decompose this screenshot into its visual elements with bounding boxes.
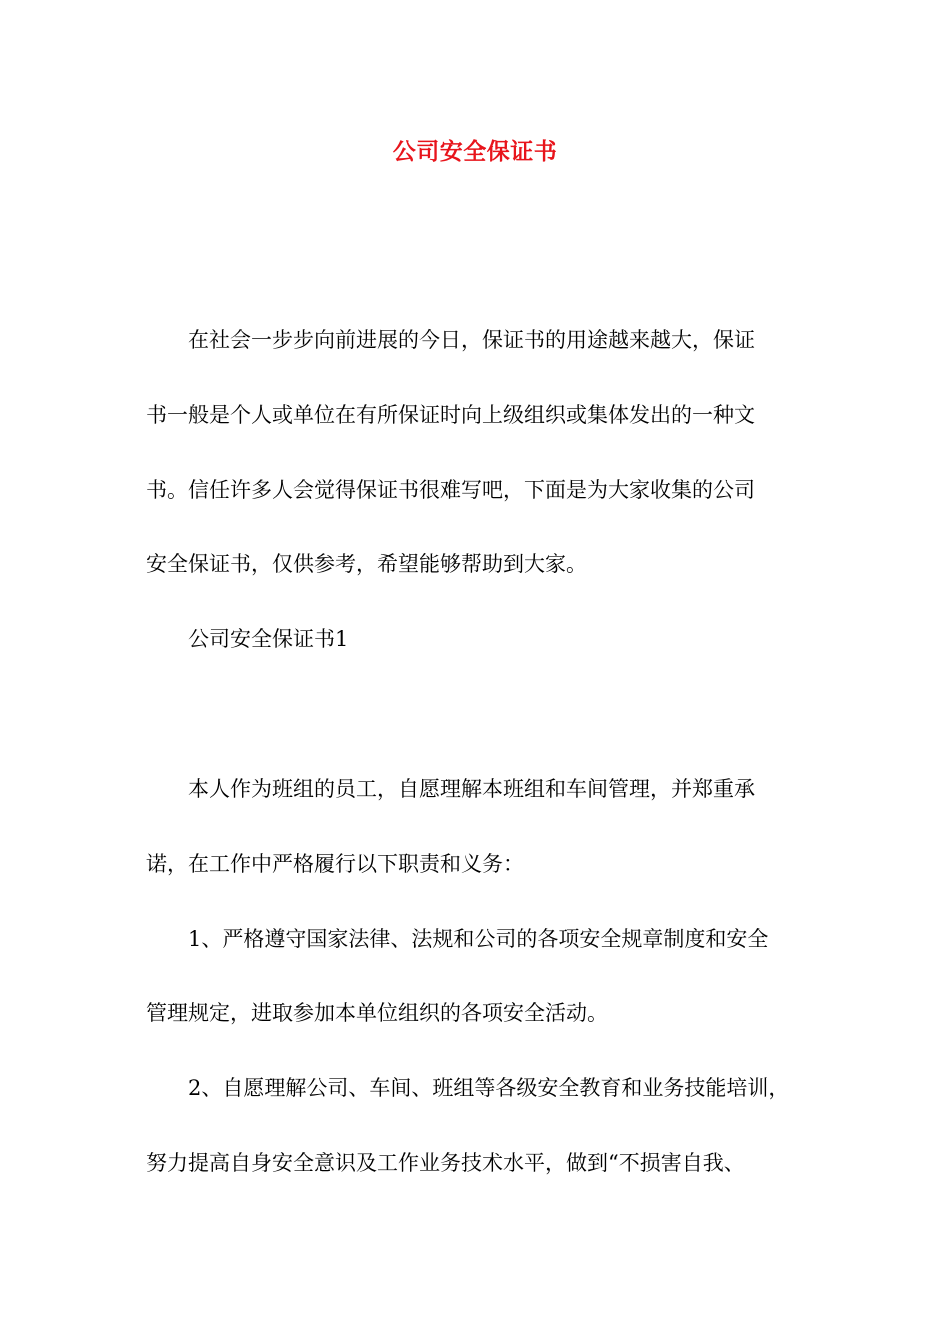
intro-line-3: 书。信任许多人会觉得保证书很难写吧，下面是为大家收集的公司 bbox=[146, 478, 755, 502]
body-line-1: 本人作为班组的员工，自愿理解本班组和车间管理，并郑重承 bbox=[146, 777, 755, 801]
item-1-line-1: 1、严格遵守国家法律、法规和公司的各项安全规章制度和安全 bbox=[146, 927, 769, 951]
item-2-line-1: 2、自愿理解公司、车间、班组等各级安全教育和业务技能培训， bbox=[146, 1076, 790, 1100]
intro-line-4: 安全保证书，仅供参考，希望能够帮助到大家。 bbox=[146, 552, 587, 576]
document-title: 公司安全保证书 bbox=[392, 139, 558, 165]
item-1-line-2: 管理规定，进取参加本单位组织的各项安全活动。 bbox=[146, 1001, 608, 1025]
section-heading-1: 公司安全保证书1 bbox=[146, 627, 349, 651]
body-line-2: 诺，在工作中严格履行以下职责和义务： bbox=[146, 852, 524, 876]
item-2-line-2: 努力提高自身安全意识及工作业务技术水平，做到“不损害自我、 bbox=[146, 1151, 745, 1175]
intro-line-2: 书一般是个人或单位在有所保证时向上级组织或集体发出的一种文 bbox=[146, 403, 755, 427]
intro-line-1: 在社会一步步向前进展的今日，保证书的用途越来越大，保证 bbox=[146, 328, 755, 352]
